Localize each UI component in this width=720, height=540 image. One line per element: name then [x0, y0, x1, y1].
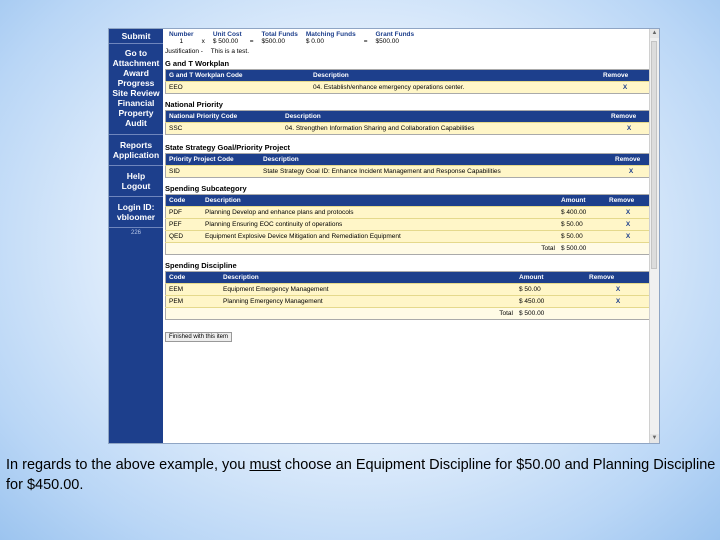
table-row — [166, 123, 651, 135]
workplan-table — [165, 69, 651, 94]
sidebar-item-property[interactable]: Property — [118, 108, 154, 118]
national-priority-table — [165, 110, 651, 135]
scroll-thumb[interactable] — [651, 41, 657, 269]
col-header: Description — [310, 70, 600, 82]
table-row — [166, 219, 651, 231]
login-id: vbloomer — [116, 212, 156, 222]
sidebar-item-go-to[interactable]: Go to — [124, 48, 148, 58]
header-matching-funds: Matching Funds — [305, 31, 356, 38]
sidebar-item-attachment[interactable]: Attachment — [112, 58, 160, 68]
caption-part-2: choose an Equipment Discipline for $50.00 and Planning Discipline for $450.00. — [6, 457, 716, 493]
cell-amount: $ 50.00 — [516, 284, 586, 296]
table-row — [166, 166, 651, 178]
col-header: Remove — [608, 111, 651, 123]
finished-button[interactable]: Finished with this item — [165, 332, 232, 342]
subcategory-table — [165, 194, 651, 255]
col-header: Code — [166, 195, 203, 207]
remove-button[interactable]: X — [625, 221, 631, 228]
table-row — [166, 207, 651, 219]
sidebar-item-progress[interactable]: Progress — [117, 78, 155, 88]
main-content — [165, 29, 649, 343]
login-label: Login ID: — [117, 202, 155, 212]
cell-description: Equipment Emergency Management — [220, 284, 516, 296]
header-total-funds: Total Funds — [261, 31, 298, 38]
scroll-down-icon[interactable]: ▼ — [651, 435, 658, 441]
col-header: National Priority Code — [166, 111, 283, 123]
total-value: $ 500.00 — [516, 308, 586, 320]
state-strategy-title: State Strategy Goal/Priority Project — [165, 143, 291, 152]
col-header: G and T Workplan Code — [166, 70, 311, 82]
cell-code: PEF — [166, 219, 203, 231]
cell-description: 04. Establish/enhance emergency operations center. — [310, 82, 600, 94]
grant-funds-value: $500.00 — [375, 38, 399, 45]
total-label: Total — [202, 243, 558, 255]
remove-button[interactable]: X — [615, 298, 621, 305]
times-symbol: x — [201, 38, 205, 45]
cell-description: State Strategy Goal ID: Enhance Incident Management and Response Capabilities — [260, 166, 612, 178]
cell-amount: $ 400.00 — [558, 207, 606, 219]
version-number: 226 — [130, 230, 141, 236]
remove-button[interactable]: X — [615, 286, 621, 293]
remove-button[interactable]: X — [628, 168, 634, 175]
caption-part-1: In regards to the above example, you — [6, 457, 250, 473]
justification-row — [165, 48, 649, 55]
grant-summary — [165, 31, 418, 45]
total-row — [166, 243, 651, 255]
scroll-up-icon[interactable]: ▲ — [651, 30, 658, 36]
sidebar-login-block — [109, 197, 163, 228]
col-header: Description — [202, 195, 558, 207]
sidebar-item-site-review[interactable]: Site Review — [112, 88, 160, 98]
table-row — [166, 82, 651, 94]
remove-button[interactable]: X — [626, 125, 632, 132]
remove-button[interactable]: X — [625, 233, 631, 240]
cell-code: PDF — [166, 207, 203, 219]
equals-symbol: = — [363, 38, 368, 45]
table-row — [166, 284, 651, 296]
col-header: Remove — [612, 154, 651, 166]
total-label: Total — [220, 308, 516, 320]
vertical-scrollbar[interactable] — [649, 29, 659, 443]
national-priority-title: National Priority — [165, 100, 223, 109]
cell-amount: $ 50.00 — [558, 219, 606, 231]
sidebar-help-block — [109, 166, 163, 197]
number-value: 1 — [179, 38, 184, 45]
header-number: Number — [169, 31, 194, 38]
cell-code: QED — [166, 231, 203, 243]
submit-link[interactable]: Submit — [121, 31, 151, 41]
total-value: $ 500.00 — [558, 243, 606, 255]
total-row — [166, 308, 651, 320]
col-header: Description — [220, 272, 516, 284]
cell-description: 04. Strengthen Information Sharing and Collaboration Capabilities — [282, 123, 608, 135]
col-header: Amount — [558, 195, 606, 207]
cell-description: Equipment Explosive Device Mitigation and Remediation Equipment — [202, 231, 558, 243]
col-header: Description — [282, 111, 608, 123]
sidebar — [109, 29, 163, 443]
caption-emphasis: must — [249, 457, 281, 473]
sidebar-submit-block — [109, 29, 163, 44]
header-unit-cost: Unit Cost — [212, 31, 242, 38]
cell-description: Planning Develop and enhance plans and protocols — [202, 207, 558, 219]
col-header: Amount — [516, 272, 586, 284]
col-header: Remove — [600, 70, 651, 82]
justification-label: Justification - — [165, 48, 203, 55]
cell-amount: $ 450.00 — [516, 296, 586, 308]
sidebar-item-reports[interactable]: Reports — [119, 140, 153, 150]
total-funds-value: $500.00 — [261, 38, 285, 45]
slide-caption — [6, 455, 716, 495]
sidebar-reports-block — [109, 135, 163, 166]
col-header: Code — [166, 272, 221, 284]
remove-button[interactable]: X — [622, 84, 628, 91]
col-header: Priority Project Code — [166, 154, 261, 166]
unit-cost-value: $ 500.00 — [212, 38, 239, 45]
justification-value: This is a test. — [210, 48, 250, 55]
discipline-table — [165, 271, 651, 320]
sidebar-item-application[interactable]: Application — [112, 150, 160, 160]
cell-code: EEO — [166, 82, 311, 94]
sidebar-item-financial[interactable]: Financial — [117, 98, 155, 108]
equals-symbol: = — [249, 38, 254, 45]
cell-code: SID — [166, 166, 261, 178]
cell-code: SSC — [166, 123, 283, 135]
table-row — [166, 296, 651, 308]
sidebar-item-audit[interactable]: Audit — [125, 118, 147, 128]
header-grant-funds: Grant Funds — [375, 31, 415, 38]
screenshot-frame — [108, 28, 660, 444]
cell-code: PEM — [166, 296, 221, 308]
state-strategy-table — [165, 153, 651, 178]
cell-description: Planning Ensuring EOC continuity of operations — [202, 219, 558, 231]
col-header: Remove — [586, 272, 651, 284]
remove-button[interactable]: X — [625, 209, 631, 216]
discipline-title: Spending Discipline — [165, 261, 237, 270]
table-row — [166, 231, 651, 243]
sidebar-nav-block — [109, 44, 163, 135]
subcategory-title: Spending Subcategory — [165, 184, 247, 193]
logout-link[interactable]: Logout — [121, 181, 151, 191]
cell-amount: $ 50.00 — [558, 231, 606, 243]
sidebar-item-award[interactable]: Award — [123, 68, 149, 78]
workplan-title: G and T Workplan — [165, 59, 230, 68]
col-header: Remove — [606, 195, 651, 207]
matching-funds-value: $ 0.00 — [305, 38, 324, 45]
cell-description: Planning Emergency Management — [220, 296, 516, 308]
cell-code: EEM — [166, 284, 221, 296]
col-header: Description — [260, 154, 612, 166]
help-link[interactable]: Help — [126, 171, 146, 181]
